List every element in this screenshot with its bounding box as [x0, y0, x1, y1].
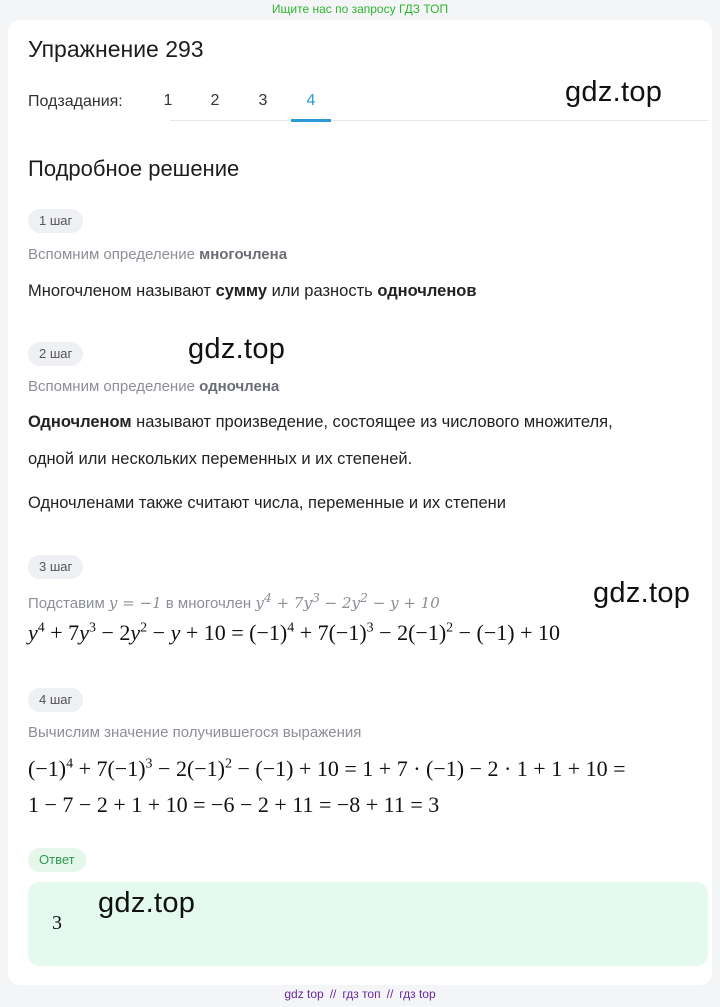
subtask-tab-1[interactable]: 1 [163, 92, 173, 109]
step2-hint: Вспомним определение одночлена [28, 378, 280, 395]
step-badge-4: 4 шаг [28, 688, 83, 712]
subtasks-divider [170, 120, 708, 121]
subtask-tab-3[interactable]: 3 [258, 92, 268, 109]
step4-equation-line2: 1 − 7 − 2 + 1 + 10 = −6 − 2 + 11 = −8 + 11 = 3 [28, 792, 440, 817]
footer-links [0, 987, 720, 1001]
watermark: gdz.top [593, 577, 691, 609]
step3-equation: $y^4 + 7y^3 - 2y^2 - y + 10 = (-1)^4 + 7(-1)^3 - 2(-1)^2 - (-1) + 10$ [28, 620, 561, 645]
step4-hint: Вычислим значение получившегося выражения [28, 724, 362, 741]
answer-box [28, 882, 708, 966]
step2-text-line3: Одночленами также считают числа, переменные и их степени [28, 494, 506, 512]
footer-link-gdz-top[interactable]: gdz top [284, 987, 324, 1001]
solution-heading: Подробное решение [28, 156, 240, 181]
page-title: Упражнение 293 [28, 36, 204, 62]
step-badge-2: 2 шаг [28, 342, 83, 366]
subtasks-label: Подзадания: [28, 93, 123, 110]
watermark: gdz.top [98, 887, 196, 919]
step-badge-1: 1 шаг [28, 209, 83, 233]
answer-badge: Ответ [28, 848, 86, 872]
watermark: gdz.top [188, 333, 286, 365]
substitution-formula: y = −1 [108, 594, 162, 612]
footer-link-gdz-top-ru[interactable]: гдз топ [342, 987, 381, 1001]
watermark: gdz.top [565, 76, 663, 108]
top-banner[interactable]: Ищите нас по запросу ГДЗ ТОП [271, 2, 449, 16]
subtask-tab-2[interactable]: 2 [210, 92, 220, 109]
footer-separator: // [329, 987, 337, 1001]
polynomial-formula: $y^4 + 7y^3 - 2y^2 - y + 10$ [255, 590, 440, 612]
step2-text-line2: одной или нескольких переменных и их степеней. [28, 450, 413, 468]
step-badge-3: 3 шаг [28, 555, 83, 579]
step4-equation-line1: $(-1)^4 + 7(-1)^3 - 2(-1)^2 - (-1) + 10 = 1 + 7 \cdot (-1) - 2 \cdot 1 + 1 + 10$ = [28, 756, 626, 781]
solution-card [8, 20, 712, 985]
step1-text: Многочленом называют сумму или разность одночленов [28, 282, 477, 300]
answer-value: 3 [52, 912, 62, 934]
step3-hint: Подставим y = −1 в многочлен $y^4 + 7y^3 - 2y^2 - y + 10$ [28, 590, 440, 612]
step2-text-line1: Одночленом называют произведение, состоящее из числового множителя, [28, 413, 613, 431]
footer-link-gdz-top-mixed[interactable]: гдз top [399, 987, 436, 1001]
subtask-tab-4[interactable]: 4 [291, 92, 331, 110]
footer-separator: // [386, 987, 394, 1001]
step1-hint: Вспомним определение многочлена [28, 246, 288, 263]
